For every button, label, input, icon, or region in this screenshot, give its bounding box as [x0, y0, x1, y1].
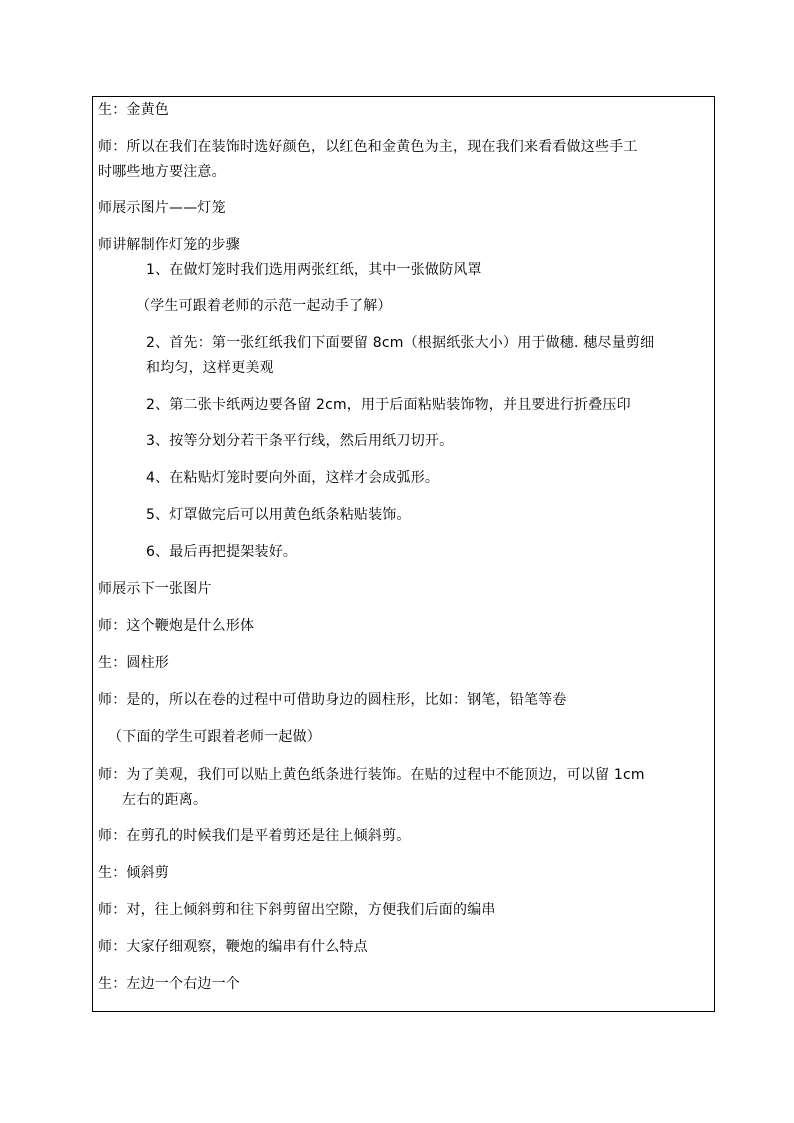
paragraph-show-next-picture: 师展示下一张图片 — [98, 581, 212, 597]
paragraph-teacher-cut-question: 师：在剪孔的时候我们是平着剪还是往上倾斜剪。 — [98, 828, 411, 844]
paragraph-step-2-second: 2、第二张卡纸两边要各留 2cm，用于后面粘贴装饰物，并且要进行折叠压印 — [146, 397, 631, 413]
paragraph-step-2-first: 2、首先：第一张红纸我们下面要留 8cm（根据纸张大小）用于做穗. 穗尽量剪细 — [146, 335, 655, 351]
paragraph-teacher-color-choice: 师：所以在我们在装饰时选好颜色，以红色和金黄色为主，现在我们来看看做这些手工 — [98, 139, 638, 155]
paragraph-student-cylinder: 生：圆柱形 — [98, 655, 169, 671]
paragraph-teacher-gap-explain: 师：对，往上倾斜剪和往下斜剪留出空隙，方便我们后面的编串 — [98, 902, 496, 918]
paragraph-step-5: 5、灯罩做完后可以用黄色纸条粘贴装饰。 — [146, 507, 411, 523]
paragraph-show-lantern-picture: 师展示图片——灯笼 — [98, 200, 226, 216]
paragraph-teacher-firecracker-shape: 师：这个鞭炮是什么形体 — [98, 618, 255, 634]
paragraph-student-left-right: 生：左边一个右边一个 — [98, 976, 240, 992]
paragraph-step-1: 1、在做灯笼时我们选用两张红纸，其中一张做防风罩 — [146, 262, 482, 278]
paragraph-student-answer-gold: 生：金黄色 — [98, 102, 169, 118]
paragraph-step-2-first-cont: 和均匀，这样更美观 — [146, 360, 274, 376]
paragraph-teacher-decorate-cont: 左右的距离。 — [122, 792, 208, 808]
paragraph-step-4: 4、在粘贴灯笼时要向外面，这样才会成弧形。 — [146, 470, 440, 486]
paragraph-step-6: 6、最后再把提架装好。 — [146, 544, 298, 560]
paragraph-teacher-color-choice-cont: 时哪些地方要注意。 — [98, 164, 226, 180]
paragraph-student-follow-note-2: （下面的学生可跟着老师一起做） — [108, 729, 321, 745]
paragraph-step-3: 3、按等分划分若干条平行线，然后用纸刀切开。 — [146, 433, 454, 449]
paragraph-teacher-decorate: 师：为了美观，我们可以贴上黄色纸条进行装饰。在贴的过程中不能顶边，可以留 1cm — [98, 767, 645, 783]
paragraph-student-follow-note: （学生可跟着老师的示范一起动手了解） — [136, 298, 392, 314]
paragraph-teacher-observe: 师：大家仔细观察，鞭炮的编串有什么特点 — [98, 939, 368, 955]
paragraph-lantern-steps-heading: 师讲解制作灯笼的步骤 — [98, 237, 240, 253]
paragraph-teacher-roll-tip: 师：是的，所以在卷的过程中可借助身边的圆柱形，比如：钢笔，铅笔等卷 — [98, 692, 567, 708]
paragraph-student-tilt-cut: 生：倾斜剪 — [98, 865, 169, 881]
